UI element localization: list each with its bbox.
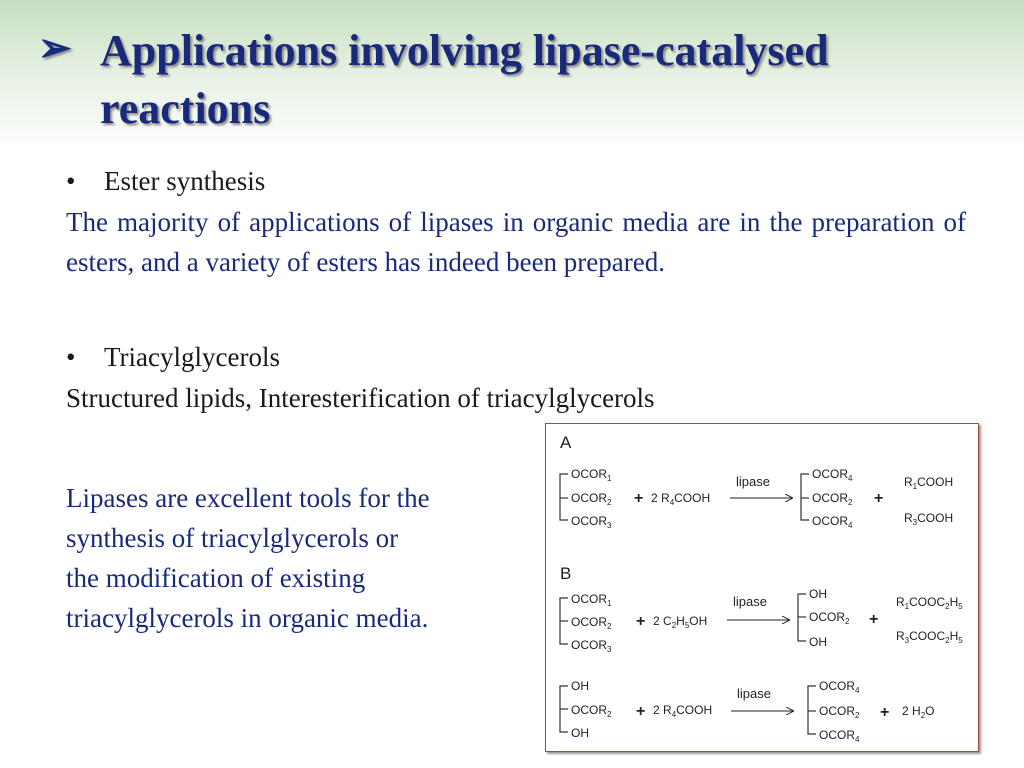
group-label: $OCOR_1$: [571, 592, 612, 608]
title-line-1: Applications involving lipase-catalysed: [100, 26, 829, 75]
scheme-label-a: A: [560, 433, 572, 452]
bullet-dot-icon: •: [66, 166, 76, 196]
scheme-label-b: B: [560, 564, 572, 583]
reagent-label: 2 $R_4COOH$: [653, 703, 713, 719]
glycerol-backbone: [808, 686, 816, 734]
reagent-label: 2 $C_2H_5OH$: [653, 614, 708, 630]
lipase-tools-paragraph: [66, 478, 536, 638]
title-line-2: reactions: [100, 84, 271, 133]
glycerol-backbone: [801, 474, 809, 520]
group-label: $OCOR_4$: [812, 514, 853, 530]
enzyme-label: lipase: [733, 594, 767, 609]
glycerol-backbone: [560, 598, 568, 644]
group-label: $OCOR_3$: [571, 514, 612, 530]
group-label: $OCOR_2$: [812, 491, 853, 507]
plus-sign: +: [869, 611, 879, 628]
bullet-ester-synthesis: [66, 166, 265, 197]
side-line: triacylglycerols in organic media.: [66, 603, 429, 633]
group-label: $OCOR_4$: [812, 467, 853, 483]
byproduct-label: $R_1COOC_2H_5$: [896, 595, 963, 611]
side-line: synthesis of triacylglycerols or: [66, 523, 399, 553]
plus-sign: +: [874, 490, 884, 507]
group-label: $OCOR_1$: [571, 467, 612, 483]
byproduct-label: $R_3COOC_2H_5$: [896, 629, 963, 645]
plus-sign: +: [636, 703, 646, 720]
group-label: OH: [809, 587, 827, 601]
group-label: $OCOR_2$: [571, 615, 612, 631]
group-label: OH: [571, 679, 589, 693]
glycerol-backbone: [798, 594, 806, 641]
bullet-label: Ester synthesis: [104, 166, 266, 196]
arrow-bullet-icon: ➢: [38, 25, 72, 70]
group-label: $OCOR_2$: [809, 610, 850, 626]
reaction-scheme-figure: [545, 423, 979, 752]
group-label: $OCOR_4$: [819, 679, 860, 695]
byproduct-label: 2 $H_2O$: [902, 704, 935, 720]
group-label: $OCOR_2$: [571, 491, 612, 507]
group-label: OH: [809, 635, 827, 649]
ester-paragraph: The majority of applications of lipases in organic media are in the preparation of esters, and a variety of esters has indeed been prepared.: [66, 207, 966, 277]
plus-sign: +: [880, 704, 890, 721]
title-text: [100, 22, 1000, 138]
reagent-label: 2 $R_4COOH$: [651, 491, 711, 507]
side-line: the modification of existing: [66, 563, 366, 593]
enzyme-label: lipase: [736, 474, 770, 489]
byproduct-label: $R_3COOH$: [904, 511, 954, 527]
byproduct-label: $R_1COOH$: [904, 475, 954, 491]
bullet-triacylglycerols: [66, 342, 280, 373]
group-label: OH: [571, 726, 589, 740]
plus-sign: +: [636, 613, 646, 630]
group-label: $OCOR_4$: [819, 728, 860, 744]
group-label: $OCOR_3$: [571, 638, 612, 654]
enzyme-label: lipase: [737, 686, 771, 701]
bullet-dot-icon: •: [66, 342, 76, 372]
bullet-label: Triacylglycerols: [104, 342, 280, 372]
plus-sign: +: [634, 490, 644, 507]
group-label: $OCOR_2$: [819, 704, 860, 720]
triacylglycerol-paragraph: Structured lipids, Interesterification of triacylglycerols: [66, 383, 655, 413]
glycerol-backbone: [560, 686, 568, 732]
glycerol-backbone: [560, 474, 568, 520]
side-line: Lipases are excellent tools for the: [66, 483, 430, 513]
reaction-scheme: [546, 424, 978, 751]
group-label: $OCOR_2$: [571, 703, 612, 719]
